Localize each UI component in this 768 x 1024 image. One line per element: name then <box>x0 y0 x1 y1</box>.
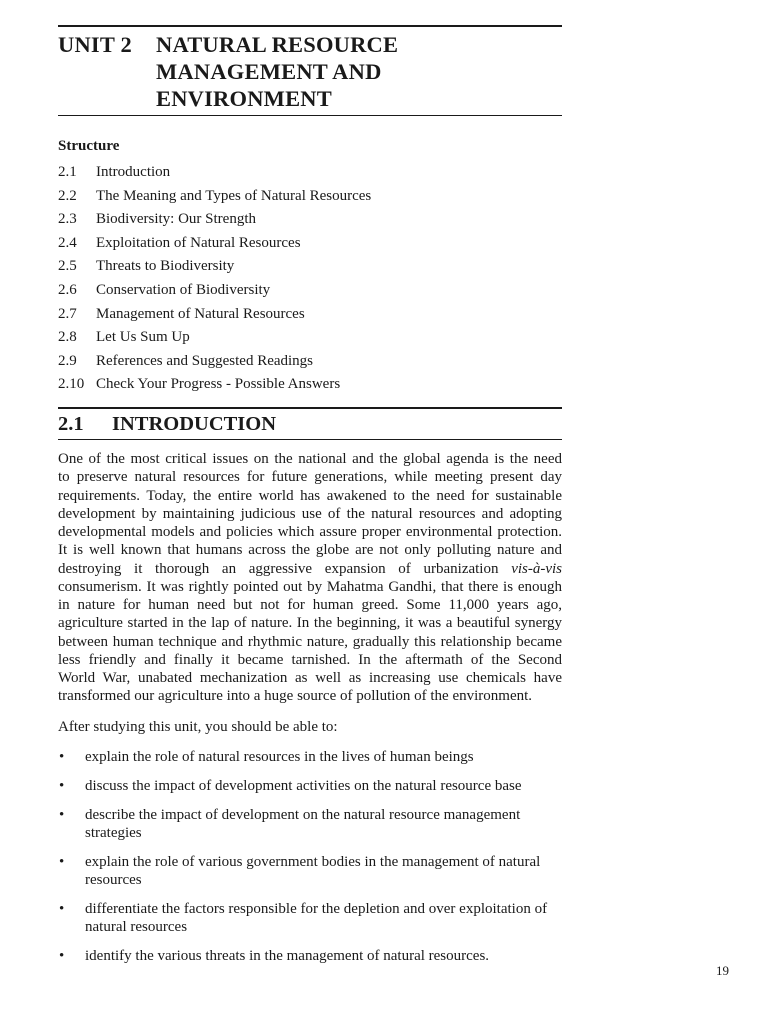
line-text: development by maintaining judicious use of the natural resources and adopting <box>58 505 562 522</box>
bullet-icon: • <box>59 948 65 964</box>
toc-number: 2.7 <box>58 305 77 322</box>
introduction-paragraph <box>58 450 562 706</box>
paragraph-line <box>58 541 562 559</box>
table-of-contents <box>58 161 562 397</box>
unit-title-block <box>58 27 562 112</box>
header-bottom-rule <box>58 115 562 116</box>
line-text: in nature for human need but not for human greed. Some 11,000 years ago, <box>58 597 562 613</box>
line-text: requirements. Today, the entire world has awakened to the need for sustainable <box>58 487 562 504</box>
paragraph-line <box>58 669 562 687</box>
line-text: between human technique and rhythmic nature, gradually this relationship became <box>58 633 562 650</box>
objective-text: discuss the impact of development activities on the natural resource base <box>85 778 522 794</box>
bullet-icon: • <box>59 749 65 765</box>
toc-label: Biodiversity: Our Strength <box>96 211 256 228</box>
objective-text: explain the role of natural resources in the lives of human beings <box>85 749 474 765</box>
paragraph-line <box>58 651 562 669</box>
toc-item <box>58 185 562 209</box>
line-text: consumerism. It was rightly pointed out by Mahatma Gandhi, that there is enough <box>58 578 562 595</box>
toc-item <box>58 279 562 303</box>
toc-item <box>58 208 562 232</box>
line-text: World War, unabated mechanization as well as increasing use chemicals have <box>58 670 562 686</box>
structure-heading: Structure <box>58 138 120 154</box>
line-text: agriculture started in the lap of nature. In the beginning, it was a beautiful synergy <box>58 615 562 632</box>
toc-number: 2.6 <box>58 281 77 298</box>
unit-title: NATURAL RESOURCE MANAGEMENT AND ENVIRONMENT <box>156 32 399 111</box>
list-item <box>58 853 562 889</box>
objective-text: identify the various threats in the management of natural resources. <box>85 948 490 964</box>
toc-label: Check Your Progress - Possible Answers <box>96 376 341 393</box>
toc-label: Management of Natural Resources <box>96 305 305 322</box>
section-title: INTRODUCTION <box>112 413 277 435</box>
paragraph-line <box>58 560 562 578</box>
paragraph-line <box>58 596 562 614</box>
paragraph-line <box>58 487 562 505</box>
toc-item <box>58 373 562 397</box>
toc-number: 2.2 <box>58 187 77 204</box>
toc-number: 2.3 <box>58 211 77 228</box>
line-text: destroying it thorough an aggressive expansion of urbanization <box>58 560 499 577</box>
unit-number: UNIT 2 <box>58 32 132 57</box>
bullet-icon: • <box>59 854 65 870</box>
page-number: 19 <box>716 963 729 978</box>
toc-label: Conservation of Biodiversity <box>96 281 271 298</box>
toc-label: References and Suggested Readings <box>96 352 314 369</box>
toc-label: Let Us Sum Up <box>96 329 190 346</box>
toc-item <box>58 350 562 374</box>
section-bottom-rule <box>58 439 562 440</box>
objective-text: explain the role of various government bodies in the management of natural resources <box>85 854 541 888</box>
objective-text: differentiate the factors responsible for the depletion and over exploitation of natural resources <box>85 901 548 935</box>
bullet-icon: • <box>59 778 65 794</box>
line-text: One of the most critical issues on the national and the global agenda is the need <box>58 451 562 467</box>
section-title-block <box>58 409 562 439</box>
list-item <box>58 806 562 842</box>
paragraph-line <box>58 687 562 705</box>
section-header <box>58 407 562 440</box>
list-item <box>58 748 562 766</box>
toc-number: 2.10 <box>58 376 85 393</box>
emphasis-text: vis-à-vis <box>511 560 563 577</box>
list-item <box>58 947 562 965</box>
toc-item <box>58 232 562 256</box>
unit-header <box>58 25 562 116</box>
paragraph-line <box>58 505 562 523</box>
paragraph-line <box>58 450 562 468</box>
toc-number: 2.1 <box>58 164 77 180</box>
toc-number: 2.9 <box>58 352 77 369</box>
toc-item <box>58 161 562 185</box>
paragraph-line <box>58 633 562 651</box>
line-text: developmental models and policies which assure proper environmental protection. <box>58 524 562 540</box>
toc-item <box>58 255 562 279</box>
structure-block <box>58 136 562 397</box>
line-text: It is well known that humans across the globe are not only polluting nature and <box>58 542 562 559</box>
line-text: less friendly and finally it became tarnished. In the aftermath of the Second <box>58 651 562 668</box>
paragraph-line <box>58 468 562 486</box>
toc-label: The Meaning and Types of Natural Resources <box>96 187 372 204</box>
paragraph-line <box>58 523 562 541</box>
toc-item <box>58 326 562 350</box>
toc-label: Exploitation of Natural Resources <box>96 234 301 251</box>
paragraph-line <box>58 614 562 632</box>
paragraph-line <box>58 578 562 596</box>
toc-label: Threats to Biodiversity <box>96 258 235 275</box>
objectives-intro: After studying this unit, you should be able to: <box>58 719 338 735</box>
toc-number: 2.8 <box>58 329 77 346</box>
objectives-list <box>58 748 562 976</box>
bullet-icon: • <box>59 901 65 917</box>
toc-number: 2.4 <box>58 234 77 251</box>
toc-item <box>58 303 562 327</box>
list-item <box>58 777 562 795</box>
bullet-icon: • <box>59 807 65 823</box>
line-text: to preserve natural resources for future generations, while meeting present day <box>58 469 562 486</box>
list-item <box>58 900 562 936</box>
objective-text: describe the impact of development on the natural resource management strategies <box>85 807 521 841</box>
line-text: transformed our agriculture into a huge source of pollution of the environment. <box>58 688 533 705</box>
toc-number: 2.5 <box>58 258 77 275</box>
section-number: 2.1 <box>58 413 84 435</box>
toc-label: Introduction <box>96 164 171 180</box>
